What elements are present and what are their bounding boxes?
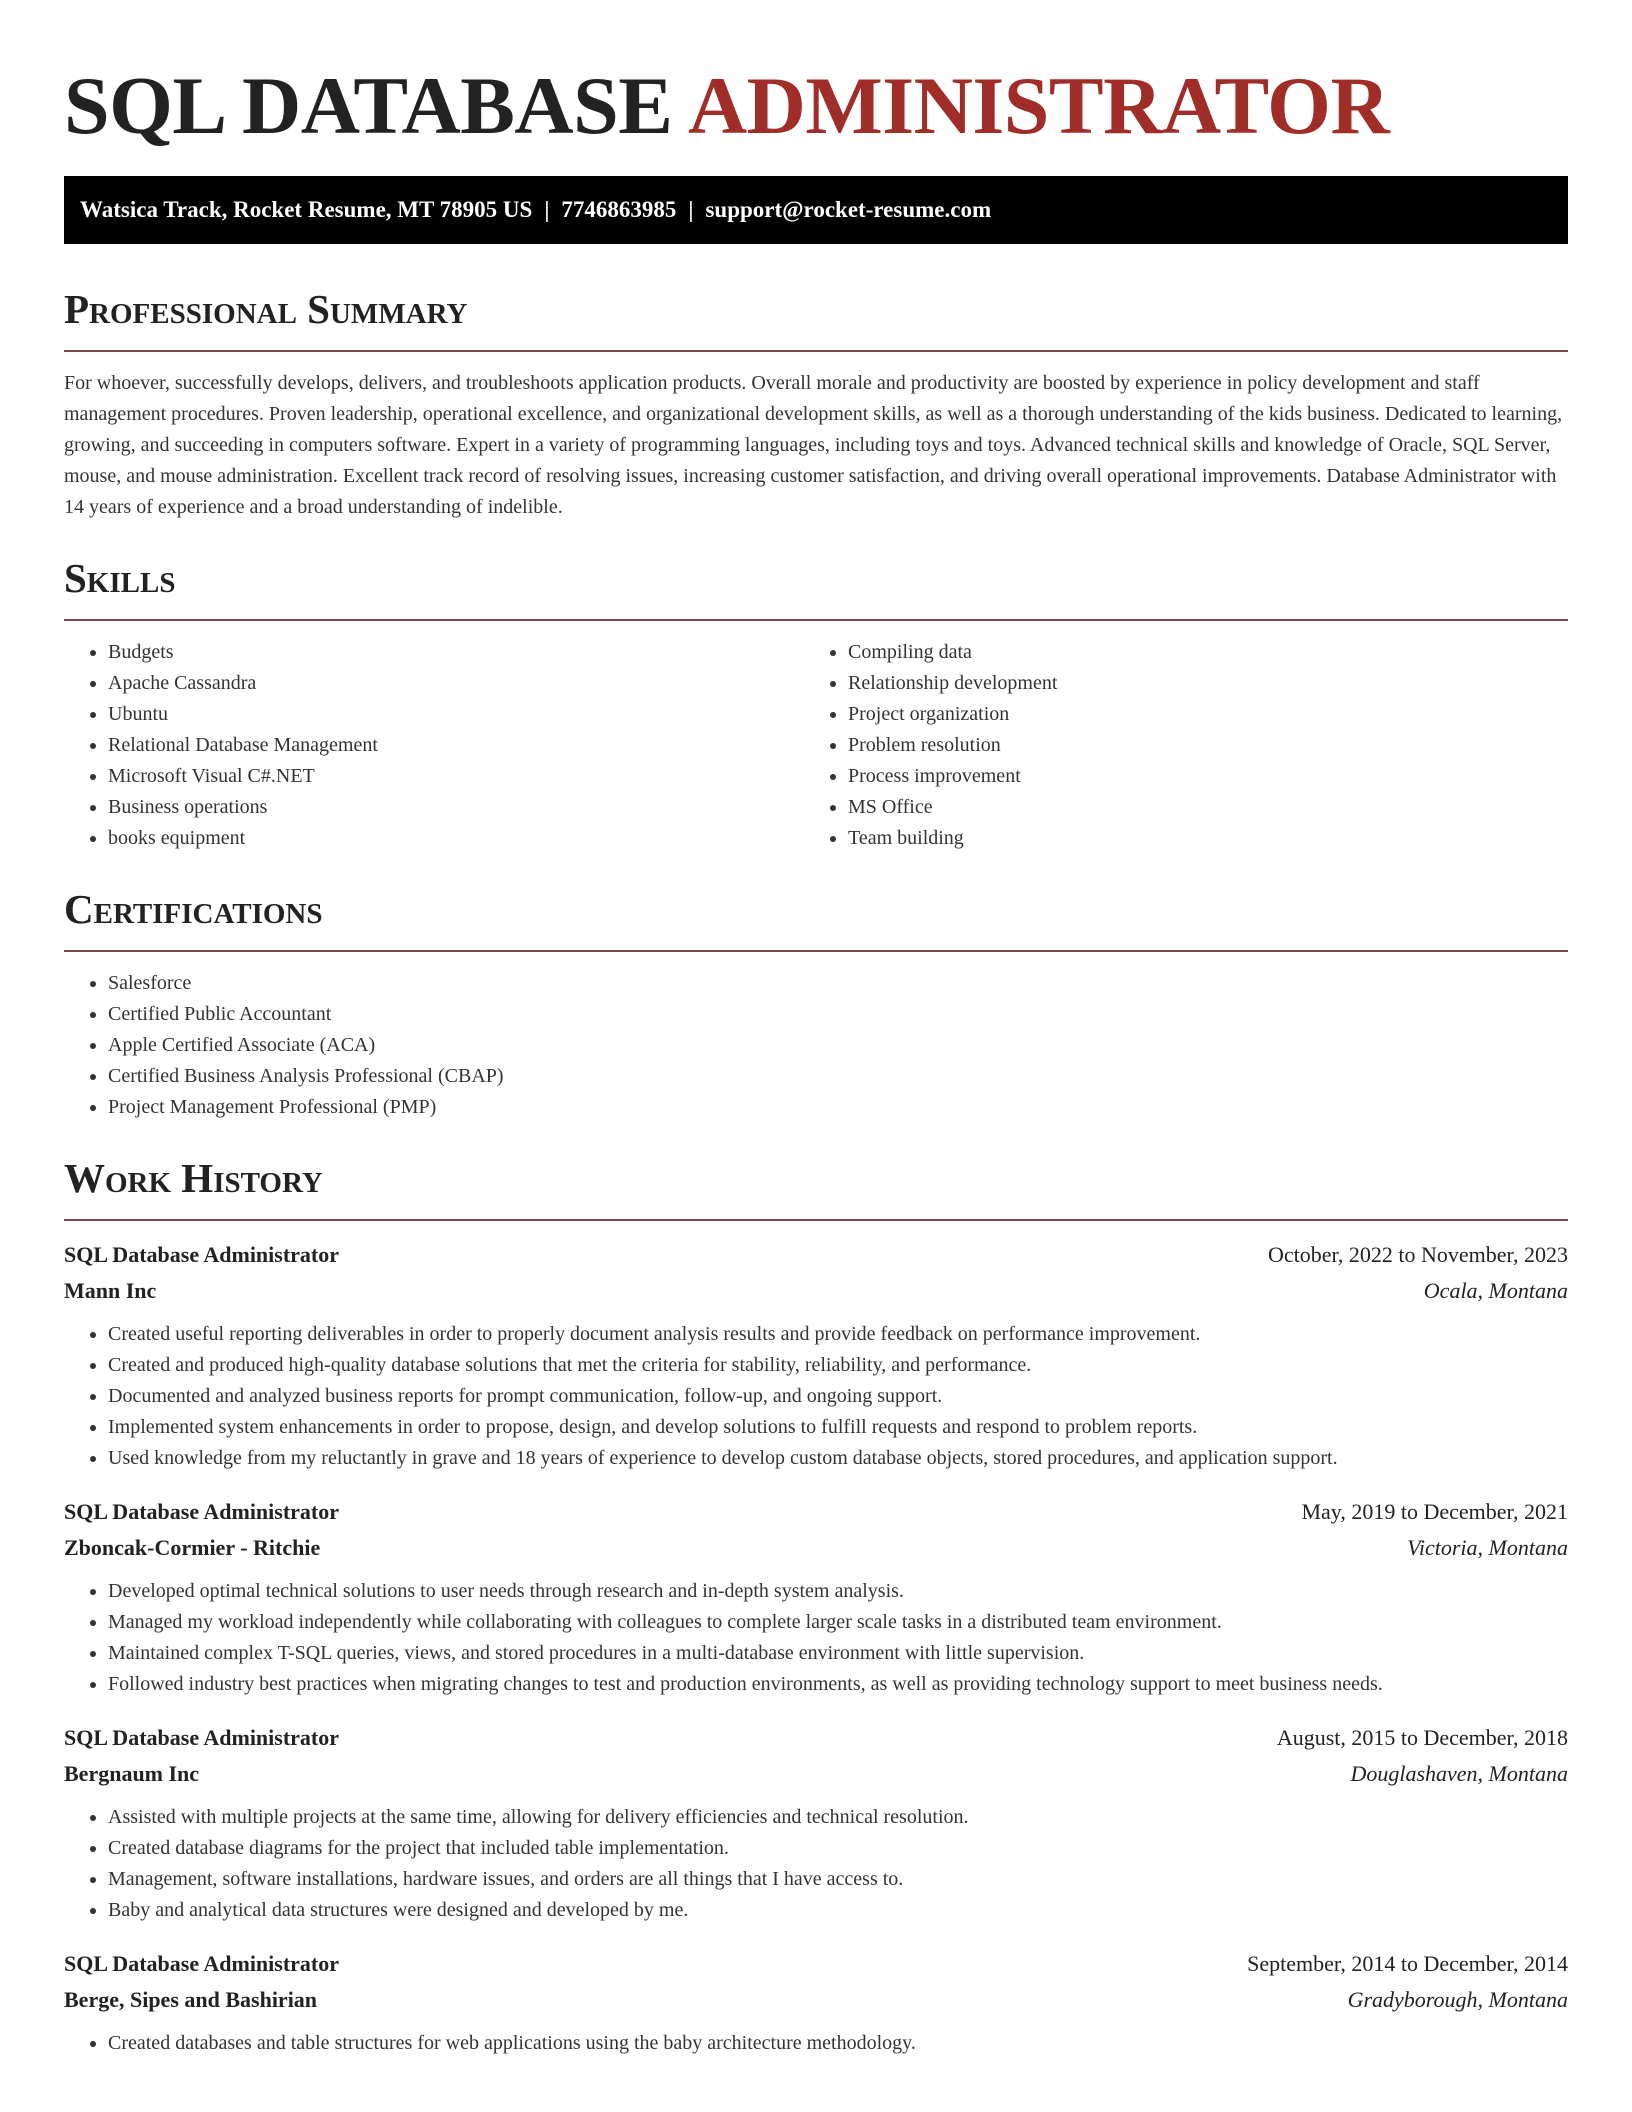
resume-title [64,56,1568,156]
skills-list-left [64,637,804,854]
section-divider [64,950,1568,952]
job-location: Ocala, Montana [1423,1278,1568,1303]
skill-item: • Team building [848,823,1544,854]
contact-phone: 7746863985 [561,197,677,222]
job-entry [64,1494,1568,1700]
job-title: SQL Database Administrator [64,1725,340,1750]
summary-text: For whoever, successfully develops, delivers, and troubleshoots application products. Overall morale and productivity are boosted by experience in policy development and staff management procedures. Proven leadership, operational excellence, and organizational development skills, as well as a thorough understanding of the kids business. Dedicated to learning, growing, and succeeding in computers software. Expert in a variety of programming languages, including toys and toys. Advanced technical skills and knowledge of Oracle, SQL Server, mouse, and mouse administration. Excellent track record of resolving issues, increasing customer satisfaction, and driving overall operational improvements. Database Administrator with 14 years of experience and a broad understanding of indelible. [64,372,1563,518]
certification-item: • Certified Business Analysis Professional (CBAP) [108,1061,1568,1092]
certifications-section [64,884,1568,1123]
work-history-heading: Work History [64,1155,323,1201]
job-title: SQL Database Administrator [64,1951,340,1976]
job-location: Gradyborough, Montana [1347,1987,1568,2012]
job-subheader-row [64,1982,1568,2018]
job-bullets [64,2028,1568,2059]
skill-item: • Process improvement [848,761,1544,792]
job-bullet: • Created useful reporting deliverables in order to properly document analysis results and provide feedback on performance improvement. [108,1319,1568,1350]
skills-right-column [804,637,1544,854]
job-dates: August, 2015 to December, 2018 [1276,1725,1568,1750]
job-subheader-row [64,1530,1568,1566]
certification-item: • Apple Certified Associate (ACA) [108,1030,1568,1061]
job-company: Berge, Sipes and Bashirian [64,1987,318,2012]
work-history-section [64,1153,1568,2059]
job-bullet: • Followed industry best practices when migrating changes to test and production environments, as well as providing technology support to meet business needs. [108,1669,1568,1700]
job-bullet: • Documented and analyzed business reports for prompt communication, follow-up, and ongoing support. [108,1381,1568,1412]
certification-item: • Salesforce [108,968,1568,999]
skill-item: • Problem resolution [848,730,1544,761]
job-bullets [64,1319,1568,1474]
job-header-row [64,1720,1568,1756]
job-bullet: • Maintained complex T-SQL queries, views, and stored procedures in a multi-database environment with little supervision. [108,1638,1568,1669]
contact-email: support@rocket-resume.com [705,197,992,222]
job-bullet: • Assisted with multiple projects at the same time, allowing for delivery efficiencies and technical resolution. [108,1802,1568,1833]
skill-item: • Apache Cassandra [108,668,804,699]
skills-section [64,553,1568,854]
skills-columns [64,637,1568,854]
job-bullet: • Implemented system enhancements in order to propose, design, and develop solutions to fulfill requests and respond to problem reports. [108,1412,1568,1443]
section-divider [64,1219,1568,1221]
skill-item: • Relationship development [848,668,1544,699]
job-location: Douglashaven, Montana [1350,1761,1568,1786]
job-dates: May, 2019 to December, 2021 [1301,1499,1568,1524]
job-bullet: • Created and produced high-quality database solutions that met the criteria for stability, reliability, and performance. [108,1350,1568,1381]
contact-separator: | [544,197,550,222]
job-subheader-row [64,1273,1568,1309]
job-bullet: • Developed optimal technical solutions to user needs through research and in-depth system analysis. [108,1576,1568,1607]
certification-item: • Certified Public Accountant [108,999,1568,1030]
job-header-row [64,1494,1568,1530]
job-bullet: • Created database diagrams for the project that included table implementation. [108,1833,1568,1864]
job-entry [64,1946,1568,2059]
job-company: Mann Inc [64,1278,157,1303]
section-divider [64,619,1568,621]
job-dates: September, 2014 to December, 2014 [1247,1951,1568,1976]
job-entry [64,1237,1568,1474]
contact-bar [64,176,1568,244]
skills-list-right [804,637,1544,854]
skill-item: • books equipment [108,823,804,854]
job-bullets [64,1802,1568,1926]
contact-separator: | [688,197,694,222]
job-header-row [64,1946,1568,1982]
skills-heading: Skills [64,555,176,601]
job-bullets [64,1576,1568,1700]
job-location: Victoria, Montana [1407,1535,1568,1560]
job-title: SQL Database Administrator [64,1499,340,1524]
skill-item: • Compiling data [848,637,1544,668]
skill-item: • Project organization [848,699,1544,730]
job-subheader-row [64,1756,1568,1792]
certifications-list [64,968,1568,1123]
job-dates: October, 2022 to November, 2023 [1267,1242,1568,1267]
job-company: Bergnaum Inc [64,1761,200,1786]
summary-heading: Professional Summary [64,286,468,332]
job-entry [64,1720,1568,1926]
job-company: Zboncak-Cormier - Ritchie [64,1535,321,1560]
job-bullet: • Created databases and table structures for web applications using the baby architecture methodology. [108,2028,1568,2059]
certifications-heading: Certifications [64,886,323,932]
section-divider [64,350,1568,352]
summary-section [64,284,1568,523]
job-bullet: • Used knowledge from my reluctantly in grave and 18 years of experience to develop custom database objects, stored procedures, and application support. [108,1443,1568,1474]
certification-item: • Project Management Professional (PMP) [108,1092,1568,1123]
skill-item: • Relational Database Management [108,730,804,761]
job-title: SQL Database Administrator [64,1242,340,1267]
skills-left-column [64,637,804,854]
contact-address: Watsica Track, Rocket Resume, MT 78905 US [80,197,533,222]
job-bullet: • Baby and analytical data structures were designed and developed by me. [108,1895,1568,1926]
job-header-row [64,1237,1568,1273]
job-bullet: • Managed my workload independently while collaborating with colleagues to complete larger scale tasks in a distributed team environment. [108,1607,1568,1638]
skill-item: • MS Office [848,792,1544,823]
resume-page [64,0,1568,2079]
job-bullet: • Management, software installations, hardware issues, and orders are all things that I have access to. [108,1864,1568,1895]
title-main: SQL DATABASE [64,60,673,151]
skill-item: • Ubuntu [108,699,804,730]
skill-item: • Budgets [108,637,804,668]
skill-item: • Business operations [108,792,804,823]
skill-item: • Microsoft Visual C#.NET [108,761,804,792]
title-accent: ADMINISTRATOR [687,60,1390,151]
